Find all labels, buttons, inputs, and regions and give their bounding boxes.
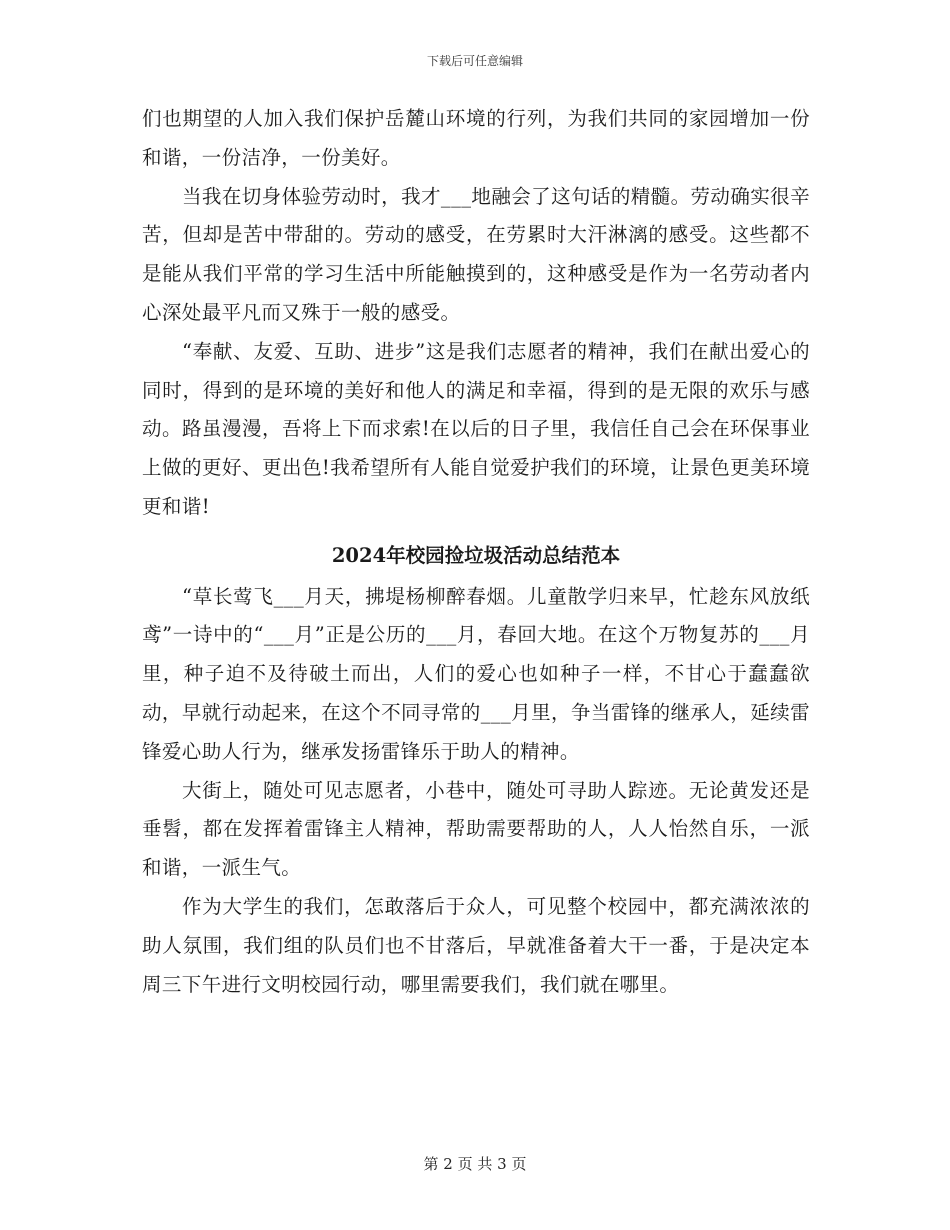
paragraph: 作为大学生的我们，怎敢落后于众人，可见整个校园中，都充满浓浓的助人氛围，我们组的队员们也不甘落后，早就准备着大干一番，于是决定本周三下午进行文明校园行动，哪里需要我们，我们就在哪里。	[142, 894, 810, 996]
paragraph: 当我在切身体验劳动时，我才___地融会了这句话的精髓。劳动确实很辛苦，但却是苦中带甜的。劳动的感受，在劳累时大汗淋漓的感受。这些都不是能从我们平常的学习生活中所能触摸到的，这种感受是作为一名劳动者内心深处最平凡而又殊于一般的感受。	[142, 184, 810, 324]
page-header: 下载后可任意编辑	[426, 54, 523, 68]
paragraph-continuation: 们也期望的人加入我们保护岳麓山环境的行列，为我们共同的家园增加一份和谐，一份洁净，一份美好。	[142, 107, 810, 169]
document-body	[142, 100, 810, 1004]
paragraph: “草长莺飞___月天，拂堤杨柳醉春烟。儿童散学归来早，忙趁东风放纸鸢”一诗中的“___月”正是公历的___月，春回大地。在这个万物复苏的___月里，种子迫不及待破土而出，人们的爱心也如种子一样，不甘心于蠢蠢欲动，早就行动起来，在这个不同寻常的___月里，争当雷锋的继承人，延续雷锋爱心助人行为，继承发扬雷锋乐于助人的精神。	[142, 584, 810, 763]
paragraph: “奉献、友爱、互助、进步”这是我们志愿者的精神，我们在献出爱心的同时，得到的是环境的美好和他人的满足和幸福，得到的是无限的欢乐与感动。路虽漫漫，吾将上下而求索!在以后的日子里，我信任自己会在环保事业上做的更好、更出色!我希望所有人能自觉爱护我们的环境，让景色更美环境更和谐!	[142, 339, 810, 518]
section-title: 2024年校园捡垃圾活动总结范本	[331, 543, 621, 567]
paragraph: 大街上，随处可见志愿者，小巷中，随处可寻助人踪迹。无论黄发还是垂髫，都在发挥着雷锋主人精神，帮助需要帮助的人，人人怡然自乐，一派和谐，一派生气。	[142, 778, 810, 880]
page-footer: 第 2 页 共 3 页	[423, 1155, 527, 1173]
